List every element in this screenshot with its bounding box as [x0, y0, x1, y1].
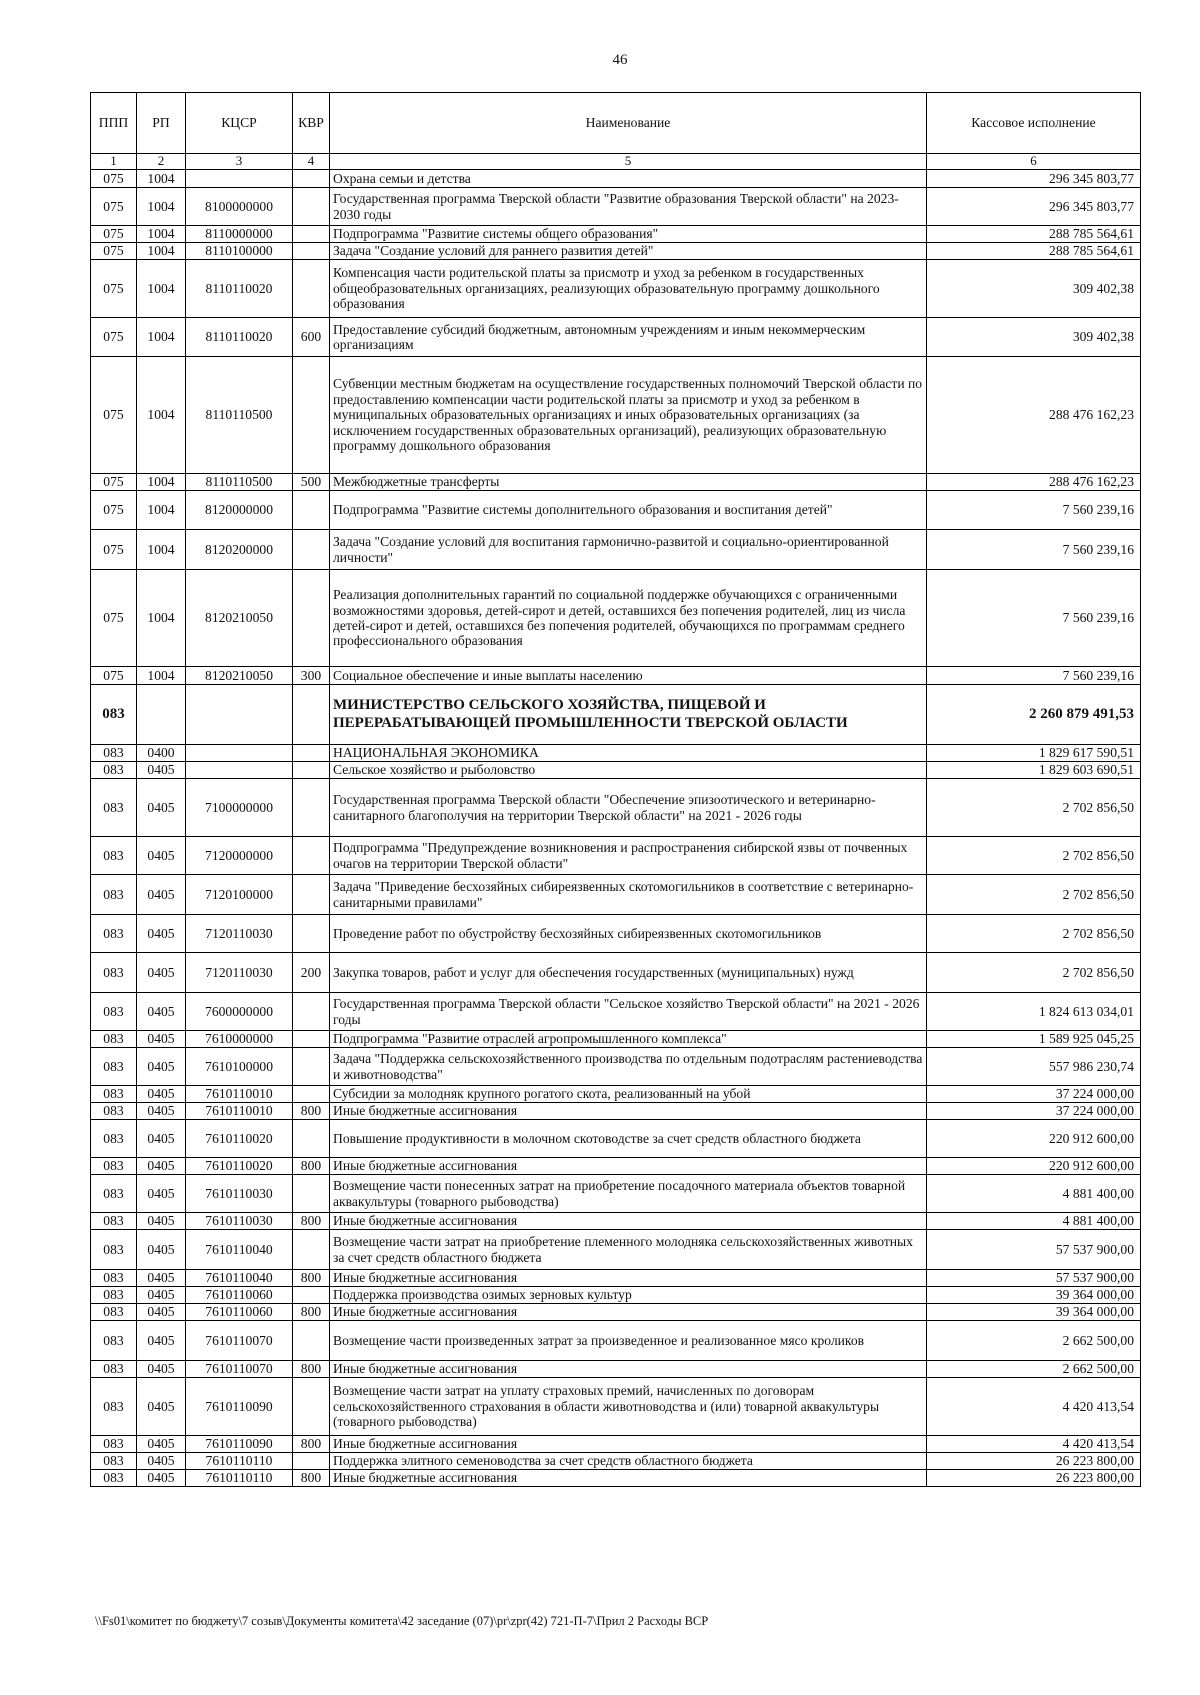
- cell-kvr: [293, 1086, 330, 1103]
- cell-rp: 0405: [137, 1120, 186, 1158]
- cell-amount: 1 829 603 690,51: [927, 762, 1141, 779]
- cell-kvr: [293, 170, 330, 188]
- cell-amount: 288 785 564,61: [927, 243, 1141, 260]
- cell-name: Подпрограмма "Развитие системы дополнительного образования и воспитания детей": [330, 491, 927, 530]
- cell-kcsr: 7610110060: [186, 1287, 293, 1304]
- cell-name: Иные бюджетные ассигнования: [330, 1304, 927, 1321]
- cell-ppp: 083: [91, 1213, 137, 1230]
- cell-kcsr: 7610110110: [186, 1470, 293, 1487]
- table-row: [91, 1436, 1141, 1453]
- table-row: [91, 1031, 1141, 1048]
- cell-rp: 0405: [137, 1031, 186, 1048]
- cell-amount: 7 560 239,16: [927, 530, 1141, 570]
- table-row: [91, 1378, 1141, 1436]
- cell-name: Социальное обеспечение и иные выплаты населению: [330, 667, 927, 685]
- cell-ppp: 075: [91, 243, 137, 260]
- table-row: [91, 474, 1141, 491]
- cell-name: Задача "Поддержка сельскохозяйственного производства по отдельным подотраслям растениеводства и животноводства": [330, 1048, 927, 1086]
- cell-rp: 1004: [137, 226, 186, 243]
- cell-rp: 0405: [137, 1213, 186, 1230]
- cell-kcsr: [186, 762, 293, 779]
- footer-file-path: \\Fs01\комитет по бюджету\7 созыв\Документы комитета\42 заседание (07)\pr\zpr(42) 721-П-7\Прил 2 Расходы ВСР: [95, 1614, 709, 1628]
- cell-ppp: 083: [91, 685, 137, 745]
- cell-amount: 4 881 400,00: [927, 1175, 1141, 1213]
- cell-ppp: 083: [91, 1378, 137, 1436]
- table-row: [91, 1270, 1141, 1287]
- table-row: [91, 226, 1141, 243]
- cell-name: Межбюджетные трансферты: [330, 474, 927, 491]
- table-row: [91, 1470, 1141, 1487]
- cell-name: Предоставление субсидий бюджетным, автономным учреждениям и иным некоммерческим организациям: [330, 318, 927, 357]
- cell-amount: 26 223 800,00: [927, 1453, 1141, 1470]
- cell-name: Задача "Приведение бесхозяйных сибиреязвенных скотомогильников в соответствие с ветеринарно-санитарными правилами": [330, 875, 927, 915]
- column-number: 3: [186, 154, 293, 170]
- cell-ppp: 083: [91, 1287, 137, 1304]
- cell-amount: 39 364 000,00: [927, 1304, 1141, 1321]
- cell-kcsr: 8120000000: [186, 491, 293, 530]
- cell-rp: 0405: [137, 1321, 186, 1361]
- cell-kcsr: 7610110030: [186, 1213, 293, 1230]
- cell-amount: 37 224 000,00: [927, 1086, 1141, 1103]
- cell-kcsr: 8100000000: [186, 188, 293, 226]
- table-row: [91, 762, 1141, 779]
- cell-amount: 2 702 856,50: [927, 953, 1141, 993]
- cell-kvr: 600: [293, 318, 330, 357]
- cell-rp: 0405: [137, 837, 186, 875]
- table-row: [91, 1304, 1141, 1321]
- cell-kvr: [293, 1031, 330, 1048]
- cell-amount: 2 260 879 491,53: [927, 685, 1141, 745]
- cell-name: Проведение работ по обустройству бесхозяйных сибиреязвенных скотомогильников: [330, 915, 927, 953]
- cell-amount: 296 345 803,77: [927, 170, 1141, 188]
- column-number: 1: [91, 154, 137, 170]
- cell-ppp: 075: [91, 170, 137, 188]
- table-row: [91, 188, 1141, 226]
- cell-ppp: 083: [91, 762, 137, 779]
- cell-rp: 0405: [137, 1158, 186, 1175]
- cell-kcsr: 8110000000: [186, 226, 293, 243]
- budget-table: [90, 92, 1141, 1487]
- cell-kcsr: 7610110020: [186, 1158, 293, 1175]
- cell-name: Возмещение части затрат на уплату страховых премий, начисленных по договорам сельскохозяйственного страхования в области животноводства и (или) товарной аквакультуры (товарного рыбоводства): [330, 1378, 927, 1436]
- cell-kcsr: 8110110020: [186, 318, 293, 357]
- cell-kcsr: 8120210050: [186, 570, 293, 667]
- table-row: [91, 745, 1141, 762]
- cell-kvr: 800: [293, 1213, 330, 1230]
- cell-rp: 0405: [137, 953, 186, 993]
- cell-kvr: [293, 1230, 330, 1270]
- cell-kvr: [293, 779, 330, 837]
- cell-kvr: 800: [293, 1361, 330, 1378]
- cell-kvr: [293, 530, 330, 570]
- cell-name: Компенсация части родительской платы за присмотр и уход за ребенком в государственных общеобразовательных организациях, реализующих образовательную программу дошкольного образования: [330, 260, 927, 318]
- cell-amount: 220 912 600,00: [927, 1158, 1141, 1175]
- cell-ppp: 083: [91, 1270, 137, 1287]
- cell-name: Подпрограмма "Предупреждение возникновения и распространения сибирской язвы от почвенных очагов на территории Тверской области": [330, 837, 927, 875]
- cell-ppp: 083: [91, 1086, 137, 1103]
- cell-name: Сельское хозяйство и рыболовство: [330, 762, 927, 779]
- cell-amount: 309 402,38: [927, 318, 1141, 357]
- cell-ppp: 083: [91, 993, 137, 1031]
- cell-amount: 1 824 613 034,01: [927, 993, 1141, 1031]
- cell-kcsr: [186, 685, 293, 745]
- cell-name: Иные бюджетные ассигнования: [330, 1158, 927, 1175]
- table-row: [91, 357, 1141, 474]
- cell-amount: 7 560 239,16: [927, 491, 1141, 530]
- cell-kcsr: 8110100000: [186, 243, 293, 260]
- cell-rp: 0405: [137, 762, 186, 779]
- cell-kcsr: 7600000000: [186, 993, 293, 1031]
- cell-kvr: 800: [293, 1270, 330, 1287]
- cell-name: Возмещение части затрат на приобретение племенного молодняка сельскохозяйственных животных за счет средств областного бюджета: [330, 1230, 927, 1270]
- table-row: [91, 1230, 1141, 1270]
- cell-kcsr: 7610110090: [186, 1436, 293, 1453]
- cell-name: Иные бюджетные ассигнования: [330, 1436, 927, 1453]
- cell-rp: 0405: [137, 875, 186, 915]
- cell-ppp: 083: [91, 1175, 137, 1213]
- table-row: [91, 1213, 1141, 1230]
- cell-kvr: [293, 1175, 330, 1213]
- cell-kvr: [293, 491, 330, 530]
- cell-kcsr: 7120000000: [186, 837, 293, 875]
- cell-amount: 57 537 900,00: [927, 1270, 1141, 1287]
- table-row: [91, 915, 1141, 953]
- cell-kcsr: 7610110110: [186, 1453, 293, 1470]
- cell-name: Подпрограмма "Развитие системы общего образования": [330, 226, 927, 243]
- cell-ppp: 075: [91, 188, 137, 226]
- cell-ppp: 075: [91, 491, 137, 530]
- cell-name: Реализация дополнительных гарантий по социальной поддержке обучающихся с ограниченными возможностями здоровья, детей-сирот и детей, оставшихся без попечения родителей, лиц из числа детей-сирот и детей, оставшихся без попечения родителей, обучающихся по программам среднего профессионального образования: [330, 570, 927, 667]
- table-row: [91, 1287, 1141, 1304]
- cell-rp: 0405: [137, 1436, 186, 1453]
- cell-ppp: 083: [91, 1158, 137, 1175]
- cell-kvr: [293, 1378, 330, 1436]
- cell-amount: 1 829 617 590,51: [927, 745, 1141, 762]
- cell-ppp: 083: [91, 1120, 137, 1158]
- cell-amount: 2 662 500,00: [927, 1321, 1141, 1361]
- cell-rp: 1004: [137, 318, 186, 357]
- cell-rp: 0405: [137, 1103, 186, 1120]
- column-number: 4: [293, 154, 330, 170]
- cell-kvr: [293, 188, 330, 226]
- cell-rp: 1004: [137, 357, 186, 474]
- table-row: [91, 875, 1141, 915]
- table-row: [91, 318, 1141, 357]
- cell-ppp: 083: [91, 1031, 137, 1048]
- header-row: [91, 93, 1141, 154]
- cell-ppp: 083: [91, 1361, 137, 1378]
- cell-rp: 0405: [137, 993, 186, 1031]
- cell-kvr: [293, 243, 330, 260]
- cell-name: Субсидии за молодняк крупного рогатого скота, реализованный на убой: [330, 1086, 927, 1103]
- cell-rp: 0400: [137, 745, 186, 762]
- cell-ppp: 083: [91, 779, 137, 837]
- cell-ppp: 075: [91, 318, 137, 357]
- cell-kvr: 800: [293, 1436, 330, 1453]
- cell-ppp: 083: [91, 745, 137, 762]
- cell-kcsr: 7610110070: [186, 1361, 293, 1378]
- cell-ppp: 083: [91, 1321, 137, 1361]
- header-ppp: ППП: [91, 93, 137, 154]
- cell-rp: 1004: [137, 170, 186, 188]
- table-row: [91, 1103, 1141, 1120]
- table-row: [91, 1048, 1141, 1086]
- cell-amount: 7 560 239,16: [927, 570, 1141, 667]
- cell-name: Государственная программа Тверской области "Развитие образования Тверской области" на 2023-2030 годы: [330, 188, 927, 226]
- cell-rp: 1004: [137, 474, 186, 491]
- cell-kvr: [293, 837, 330, 875]
- cell-name: Охрана семьи и детства: [330, 170, 927, 188]
- cell-kcsr: [186, 170, 293, 188]
- cell-amount: 296 345 803,77: [927, 188, 1141, 226]
- cell-kcsr: 7610110060: [186, 1304, 293, 1321]
- cell-kvr: [293, 570, 330, 667]
- cell-amount: 26 223 800,00: [927, 1470, 1141, 1487]
- cell-kvr: 300: [293, 667, 330, 685]
- cell-kvr: [293, 1321, 330, 1361]
- cell-kcsr: 7610110010: [186, 1086, 293, 1103]
- cell-kcsr: 8110110500: [186, 474, 293, 491]
- cell-rp: 1004: [137, 491, 186, 530]
- cell-name: Государственная программа Тверской области "Обеспечение эпизоотического и ветеринарно-санитарного благополучия на территории Тверской области" на 2021 - 2026 годы: [330, 779, 927, 837]
- cell-ppp: 083: [91, 1048, 137, 1086]
- cell-kvr: [293, 1048, 330, 1086]
- cell-name: Подпрограмма "Развитие отраслей агропромышленного комплекса": [330, 1031, 927, 1048]
- cell-rp: 0405: [137, 1270, 186, 1287]
- cell-kvr: [293, 260, 330, 318]
- table-body: [91, 170, 1141, 1487]
- cell-kvr: 800: [293, 1103, 330, 1120]
- cell-kvr: 200: [293, 953, 330, 993]
- cell-kcsr: 7610110020: [186, 1120, 293, 1158]
- cell-rp: 0405: [137, 1361, 186, 1378]
- cell-rp: 0405: [137, 1175, 186, 1213]
- page-number: 46: [612, 52, 628, 68]
- header-rp: РП: [137, 93, 186, 154]
- cell-amount: 2 702 856,50: [927, 875, 1141, 915]
- cell-ppp: 075: [91, 260, 137, 318]
- cell-name: Иные бюджетные ассигнования: [330, 1213, 927, 1230]
- cell-ppp: 083: [91, 1453, 137, 1470]
- table-row: [91, 1175, 1141, 1213]
- cell-ppp: 083: [91, 875, 137, 915]
- cell-ppp: 075: [91, 667, 137, 685]
- table-row: [91, 243, 1141, 260]
- cell-amount: 37 224 000,00: [927, 1103, 1141, 1120]
- cell-kvr: [293, 1287, 330, 1304]
- cell-amount: 557 986 230,74: [927, 1048, 1141, 1086]
- cell-kcsr: 8120210050: [186, 667, 293, 685]
- cell-amount: 39 364 000,00: [927, 1287, 1141, 1304]
- table-row: [91, 1361, 1141, 1378]
- cell-kvr: [293, 762, 330, 779]
- header-amount: Кассовое исполнение: [927, 93, 1141, 154]
- cell-rp: 0405: [137, 1048, 186, 1086]
- table-row: [91, 837, 1141, 875]
- cell-kcsr: 7120110030: [186, 915, 293, 953]
- cell-name: Иные бюджетные ассигнования: [330, 1270, 927, 1287]
- cell-kcsr: 7120110030: [186, 953, 293, 993]
- cell-amount: 2 702 856,50: [927, 779, 1141, 837]
- cell-kcsr: 8110110020: [186, 260, 293, 318]
- cell-amount: 2 702 856,50: [927, 915, 1141, 953]
- cell-name: Повышение продуктивности в молочном скотоводстве за счет средств областного бюджета: [330, 1120, 927, 1158]
- cell-rp: 1004: [137, 243, 186, 260]
- cell-amount: 2 662 500,00: [927, 1361, 1141, 1378]
- cell-ppp: 083: [91, 837, 137, 875]
- cell-rp: 1004: [137, 530, 186, 570]
- cell-rp: 1004: [137, 260, 186, 318]
- cell-kvr: [293, 1120, 330, 1158]
- cell-kvr: [293, 745, 330, 762]
- cell-kcsr: 7610110040: [186, 1270, 293, 1287]
- cell-rp: 0405: [137, 1304, 186, 1321]
- cell-name: Поддержка производства озимых зерновых культур: [330, 1287, 927, 1304]
- cell-name: Возмещение части понесенных затрат на приобретение посадочного материала объектов товарной аквакультуры (товарного рыбоводства): [330, 1175, 927, 1213]
- cell-kvr: [293, 875, 330, 915]
- table-row: [91, 1120, 1141, 1158]
- cell-kvr: 800: [293, 1470, 330, 1487]
- cell-rp: 1004: [137, 188, 186, 226]
- cell-name: Закупка товаров, работ и услуг для обеспечения государственных (муниципальных) нужд: [330, 953, 927, 993]
- cell-ppp: 083: [91, 1103, 137, 1120]
- cell-amount: 4 420 413,54: [927, 1378, 1141, 1436]
- cell-kvr: [293, 915, 330, 953]
- cell-name: Государственная программа Тверской области "Сельское хозяйство Тверской области" на 2021 - 2026 годы: [330, 993, 927, 1031]
- cell-rp: 0405: [137, 915, 186, 953]
- header-name: Наименование: [330, 93, 927, 154]
- table-row: [91, 779, 1141, 837]
- table-row: [91, 1158, 1141, 1175]
- cell-name: Субвенции местным бюджетам на осуществление государственных полномочий Тверской области по предоставлению компенсации части родительской платы за присмотр и уход за ребенком в муниципальных образовательных организациях и иных образовательных организациях (за исключением государственных образовательных организаций), реализующих образовательную программу дошкольного образования: [330, 357, 927, 474]
- cell-kcsr: 7120100000: [186, 875, 293, 915]
- cell-name: Поддержка элитного семеноводства за счет средств областного бюджета: [330, 1453, 927, 1470]
- cell-kcsr: 7100000000: [186, 779, 293, 837]
- cell-name: Задача "Создание условий для воспитания гармонично-развитой и социально-ориентированной личности": [330, 530, 927, 570]
- cell-rp: 0405: [137, 1230, 186, 1270]
- cell-kcsr: 8120200000: [186, 530, 293, 570]
- cell-kcsr: 8110110500: [186, 357, 293, 474]
- cell-rp: 0405: [137, 1453, 186, 1470]
- cell-ppp: 083: [91, 1470, 137, 1487]
- cell-ppp: 083: [91, 953, 137, 993]
- cell-ppp: 075: [91, 570, 137, 667]
- cell-ppp: 075: [91, 226, 137, 243]
- cell-rp: 0405: [137, 779, 186, 837]
- header-kcsr: КЦСР: [186, 93, 293, 154]
- cell-rp: 1004: [137, 667, 186, 685]
- cell-kcsr: 7610110010: [186, 1103, 293, 1120]
- cell-rp: [137, 685, 186, 745]
- cell-kvr: [293, 1453, 330, 1470]
- cell-kvr: 800: [293, 1304, 330, 1321]
- cell-ppp: 083: [91, 1304, 137, 1321]
- cell-kcsr: 7610100000: [186, 1048, 293, 1086]
- cell-amount: 4 420 413,54: [927, 1436, 1141, 1453]
- cell-amount: 7 560 239,16: [927, 667, 1141, 685]
- cell-amount: 4 881 400,00: [927, 1213, 1141, 1230]
- cell-amount: 1 589 925 045,25: [927, 1031, 1141, 1048]
- cell-amount: 288 476 162,23: [927, 474, 1141, 491]
- table-row: [91, 170, 1141, 188]
- column-number: 2: [137, 154, 186, 170]
- table-row: [91, 1086, 1141, 1103]
- cell-ppp: 083: [91, 1436, 137, 1453]
- cell-kcsr: 7610110090: [186, 1378, 293, 1436]
- cell-name: Задача "Создание условий для раннего развития детей": [330, 243, 927, 260]
- cell-name: Иные бюджетные ассигнования: [330, 1103, 927, 1120]
- cell-amount: 288 785 564,61: [927, 226, 1141, 243]
- cell-kvr: 800: [293, 1158, 330, 1175]
- cell-amount: 2 702 856,50: [927, 837, 1141, 875]
- cell-kvr: 500: [293, 474, 330, 491]
- cell-rp: 0405: [137, 1378, 186, 1436]
- cell-rp: 0405: [137, 1287, 186, 1304]
- cell-kcsr: 7610110030: [186, 1175, 293, 1213]
- cell-kcsr: 7610110070: [186, 1321, 293, 1361]
- cell-kvr: [293, 993, 330, 1031]
- cell-ppp: 083: [91, 1230, 137, 1270]
- cell-kvr: [293, 226, 330, 243]
- cell-ppp: 075: [91, 474, 137, 491]
- cell-name: НАЦИОНАЛЬНАЯ ЭКОНОМИКА: [330, 745, 927, 762]
- cell-rp: 0405: [137, 1470, 186, 1487]
- column-number: 5: [330, 154, 927, 170]
- cell-amount: 288 476 162,23: [927, 357, 1141, 474]
- cell-ppp: 075: [91, 357, 137, 474]
- table-row: [91, 530, 1141, 570]
- cell-kvr: [293, 685, 330, 745]
- cell-name: МИНИСТЕРСТВО СЕЛЬСКОГО ХОЗЯЙСТВА, ПИЩЕВОЙ И ПЕРЕРАБАТЫВАЮЩЕЙ ПРОМЫШЛЕННОСТИ ТВЕРСКОЙ ОБЛАСТИ: [330, 685, 927, 745]
- column-number: 6: [927, 154, 1141, 170]
- cell-kcsr: 7610110040: [186, 1230, 293, 1270]
- cell-kcsr: 7610000000: [186, 1031, 293, 1048]
- cell-kvr: [293, 357, 330, 474]
- cell-name: Иные бюджетные ассигнования: [330, 1361, 927, 1378]
- cell-ppp: 075: [91, 530, 137, 570]
- table-row: [91, 1321, 1141, 1361]
- cell-rp: 1004: [137, 570, 186, 667]
- table-row: [91, 491, 1141, 530]
- cell-amount: 220 912 600,00: [927, 1120, 1141, 1158]
- table-row: [91, 685, 1141, 745]
- table-row: [91, 1453, 1141, 1470]
- cell-name: Возмещение части произведенных затрат за произведенное и реализованное мясо кроликов: [330, 1321, 927, 1361]
- cell-kcsr: [186, 745, 293, 762]
- table-row: [91, 570, 1141, 667]
- table-row: [91, 667, 1141, 685]
- cell-ppp: 083: [91, 915, 137, 953]
- table-row: [91, 953, 1141, 993]
- cell-amount: 309 402,38: [927, 260, 1141, 318]
- column-number-row: [91, 154, 1141, 170]
- cell-name: Иные бюджетные ассигнования: [330, 1470, 927, 1487]
- table-row: [91, 993, 1141, 1031]
- header-kvr: КВР: [293, 93, 330, 154]
- cell-amount: 57 537 900,00: [927, 1230, 1141, 1270]
- cell-rp: 0405: [137, 1086, 186, 1103]
- table-row: [91, 260, 1141, 318]
